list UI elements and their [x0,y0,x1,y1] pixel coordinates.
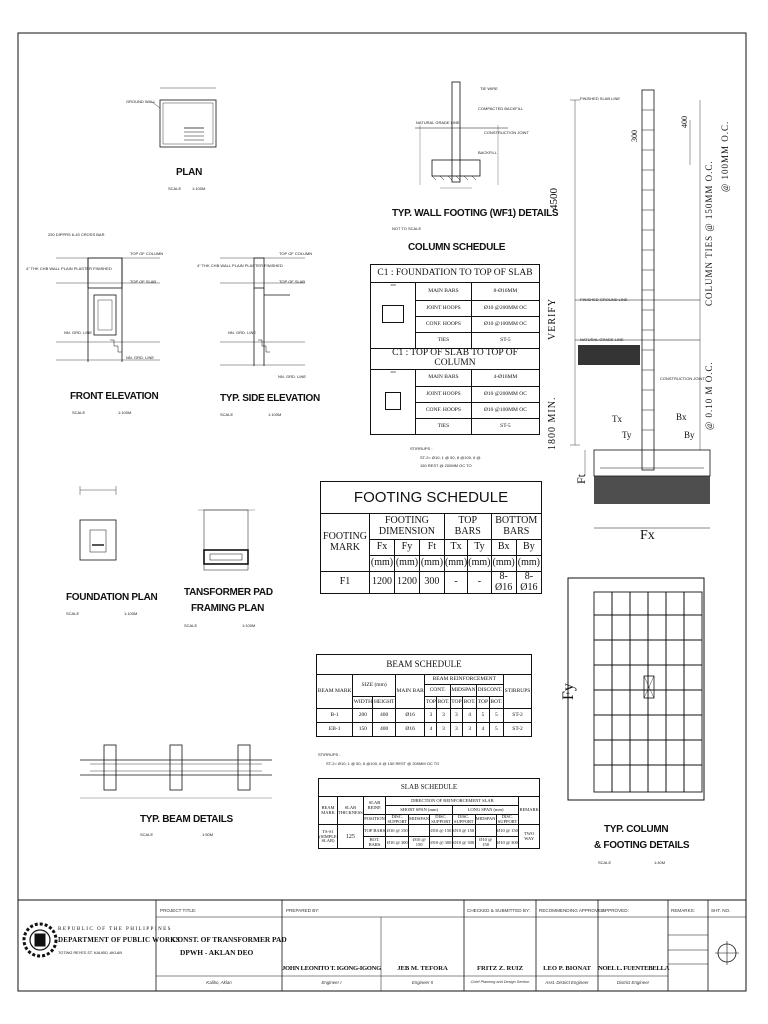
person-position: Asst. District Engineer [545,980,589,985]
slab-cell: Ø10 @ 300 [452,837,475,849]
column-detail-drawing [570,90,710,528]
beam-cell: 3 [425,709,437,723]
beam-details-scale: SCALE [140,832,154,837]
beam-cell: ST-2 [504,723,532,737]
beam-cell: 200 [353,709,373,723]
col-row-label: MAIN BARS [416,369,472,386]
unit-cell: (mm) [394,556,419,572]
side-elevation-title: TYP. SIDE ELEVATION [220,393,320,404]
side-elev-ratio: 1:100M [268,412,282,417]
dim-verify: VERIFY [547,297,558,340]
sub-header: Bx [491,540,516,556]
beam-cell: EB-1 [317,723,353,737]
unit-cell: (mm) [444,556,467,572]
project-title-label: PROJECT TITLE: [160,908,197,913]
sub-header: Tx [444,540,467,556]
slab-thickness-header: SLAB THICKNESS [338,797,364,825]
column-stirrups-line1: ST-2= Ø10; 1 @ 50, 8 @100, 6 @ [420,455,481,460]
slab-cell [409,825,430,837]
slab-cell: Ø10 @ 300 [496,837,519,849]
person-name: NOEL L. FUENTEBELLA [598,965,670,972]
plan-wall-label: GROUND WALL [126,99,156,104]
column-schedule-header-2: C1 : TOP OF SLAB TO TOP OF COLUMN [371,349,540,370]
wall-footing-label-5: BACKFILL [478,150,497,155]
approved-label: APPROVED: [602,908,629,913]
beam-stirrups-label: STIRRUPS : [318,752,341,757]
natural-grade-line: NATURAL GRADE LINE [580,337,624,342]
person-position: Engineer I [321,980,342,985]
side-elevation-drawing [220,258,305,366]
column-ties-label-2: @ 100MM O.C. [720,120,730,192]
slab-mark-header: BEAM MARK [319,797,338,825]
column-section-1-box [382,305,404,323]
unit-cell: (mm) [491,556,516,572]
beam-top-header: TOP [425,697,437,709]
person-position: District Engineer [616,980,650,985]
slab-cell: Ø10 @ 300 [430,837,453,849]
beam-schedule-table [316,654,532,737]
col-row-value: ST-5 [471,333,539,349]
unit-cell: (mm) [516,556,541,572]
beam-cell: 3 [437,709,451,723]
slab-cell: Ø10 @ 300 [386,837,409,849]
col-row-value: Ø10 @200MM OC [471,301,539,317]
col-row-value: Ø10 @100MM OC [471,317,539,333]
col-row-value: Ø10 @100MM OC [471,402,539,418]
beam-cell: Ø16 [395,709,425,723]
person-name: JEB M. TEFORA [397,965,448,972]
front-elevation-drawing [56,258,160,362]
footing-cell: 1200 [370,572,395,594]
slab-remark-cell: TWO WAY [519,825,540,849]
wall-footing-label-4: TIE WIRE [480,86,498,91]
finished-slab-line: FINISHED SLAB LINE [580,96,621,101]
slab-col-header: DISC. SUPPORT [453,814,474,824]
column-schedule-header-1: C1 : FOUNDATION TO TOP OF SLAB [371,265,540,283]
agency-line2: DEPARTMENT OF PUBLIC WORKS [58,936,180,944]
framing-plan-title1: TANSFORMER PAD [184,587,273,598]
checked-label: CHECKED & SUBMITTED BY: [467,908,531,913]
footing-cell: 8-Ø16 [491,572,516,594]
column-section-1 [371,283,416,349]
footing-cell: 1200 [394,572,419,594]
column-footing-scale: SCALE [598,860,612,865]
slab-thickness-cell: 125 [338,825,364,849]
beam-cell: Ø16 [395,723,425,737]
beam-stirrups-line: ST-2= Ø10; 1 @ 50, 6 @100, 6 @ 150 REST @ 200MM OC TO [326,761,440,766]
footing-mark-header: FOOTING MARK [321,514,370,572]
column-ties-label-3: @ 0.10 M O.C. [704,361,714,430]
beam-cell: 5 [489,723,503,737]
beam-details-drawing [80,745,272,798]
column-stirrups-line2: 150 REST @ 200MM OC TO [420,463,472,468]
footing-cell: 8-Ø16 [516,572,541,594]
foundation-plan-scale: SCALE [66,611,80,616]
side-elev-top-slab: TOP OF SLAB [279,279,306,284]
column-footing-title1: TYP. COLUMN [604,824,669,835]
beam-cell: 4 [463,709,477,723]
dim-4500: 4500 [548,188,560,210]
beam-cell: B-1 [317,709,353,723]
col-row-label: CONF. HOOPS [416,402,472,418]
label-by: By [684,430,695,440]
sub-header: By [516,540,541,556]
foundation-plan-title: FOUNDATION PLAN [66,592,158,603]
column-footing-ratio: 1:40M [654,860,666,865]
title-block-lines [18,900,746,991]
plan-scale: SCALE [168,186,182,191]
prepared-by-label: PREPARED BY: [286,908,320,913]
beam-bot-header: BOT. [463,697,477,709]
beam-top-header: TOP [450,697,462,709]
project-location: Kalibo, Aklan [206,980,232,985]
wall-footing-label-1: NATURAL GRADE LINE [416,120,460,125]
top-bars-header: TOP BARS [444,514,491,540]
framing-plan-drawing [198,510,255,570]
beam-details-title: TYP. BEAM DETAILS [140,814,233,825]
side-elev-note1: 4" THK CHB WALL PLAIN PLASTER FINISHED [197,263,283,268]
slab-position-header: POSITION [363,815,386,825]
slab-schedule-table [318,778,540,849]
beam-mid-header: MIDSPAN [450,685,476,697]
beam-reinf-header: BEAM REINFORCEMENT [425,675,504,685]
person-position: Chief Planning and Design Section [470,980,530,984]
beam-schedule-title: BEAM SCHEDULE [317,655,532,675]
col-row-label: JOINT HOOPS [416,386,472,402]
beam-cell: 3 [450,709,462,723]
front-elev-scale: SCALE [72,410,86,415]
front-elev-note1: 250 DIPPRS 6-40 CROSS BAR [48,232,105,237]
beam-cell: 400 [373,709,395,723]
beam-stirrups-header: STIRRUPS [504,675,532,709]
beam-bot-header: BOT. [437,697,451,709]
dim-300: 300 [630,130,639,142]
unit-cell: (mm) [370,556,395,572]
beam-top-header: TOP [477,697,490,709]
person-name: FRITZ Z. RUIZ [477,965,523,972]
column-section-2 [371,369,416,434]
slab-short-header: SHORT SPAN (mm) [386,806,453,815]
column-schedule-table [370,264,540,435]
slab-cell: BOT. BARS [363,837,386,849]
beam-cell: 4 [425,723,437,737]
beam-cell: 5 [489,709,503,723]
beam-size-header: SIZE (mm) [353,675,396,697]
front-elev-ngl2: NN. GRD. LINE [126,355,155,360]
slab-cell: Ø10 @ 150 [475,837,496,849]
slab-long-header: LONG SPAN (mm) [452,806,519,815]
slab-cell: Ø10 @ 150 [452,825,475,837]
slab-col-header: DISC. SUPPORT [431,814,451,824]
beam-width-header: WIDTH [353,697,373,709]
plan-title: PLAN [176,167,203,178]
person-position: Engineer II [411,980,434,985]
slab-cell: TOP BARS [363,825,386,837]
footing-cell: - [444,572,467,594]
front-elev-ngl: NN. GRD. LINE [64,330,93,335]
bottom-bars-header: BOTTOM BARS [491,514,541,540]
slab-remark-header: REMARK [519,797,540,825]
slab-cell: Ø10 @ 150 [386,825,409,837]
col-row-label: MAIN BARS [416,283,472,301]
slab-cell: Ø10 @ 150 [409,837,430,849]
slab-col-header: MIDSPAN [409,815,430,825]
front-elev-note2: 4" THK CHB WALL PLAIN PLASTER FINISHED [26,266,112,271]
slab-col-header: MIDSPAN [475,815,496,825]
beam-cell: 400 [373,723,395,737]
beam-cont-header: CONT. [425,685,450,697]
dim-400: 400 [680,116,689,128]
framing-plan-ratio: 1:100M [242,623,256,628]
foundation-plan-drawing [80,486,116,560]
slab-schedule-title: SLAB SCHEDULE [319,779,540,797]
remarks-label: REMARKS: [671,908,695,913]
slab-col-header: DISC. SUPPORT [497,814,518,824]
beam-cell: 3 [450,723,462,737]
beam-cell: 5 [477,709,490,723]
unit-cell: (mm) [468,556,491,572]
slab-direction-header: DIRECTION OF REINFORCEMENT SLAB [386,797,519,806]
slab-cell [475,825,496,837]
wall-footing-label-3: CONSTRUCTION JOINT [484,130,529,135]
column-footing-title2: & FOOTING DETAILS [594,840,690,851]
dim-1800: 1800 MIN. [547,396,558,450]
beam-details-ratio: 1:50M [202,832,214,837]
sub-header: Ty [468,540,491,556]
slab-reinf-header: SLAB REINF. [363,797,386,815]
beam-cell: 3 [463,723,477,737]
framing-plan-scale: SCALE [184,623,198,628]
sub-header: Ft [419,540,444,556]
footing-cell: 300 [419,572,444,594]
col-row-label: CONF. HOOPS [416,317,472,333]
footing-cell: - [468,572,491,594]
beam-cell: 150 [353,723,373,737]
side-elev-scale: SCALE [220,412,234,417]
label-ty: Ty [622,430,632,440]
label-bx: Bx [676,412,687,422]
agency-line1: REPUBLIC OF THE PHILIPPINES [58,926,172,932]
column-schedule-title: COLUMN SCHEDULE [408,242,506,253]
slab-cell: Ø10 @ 150 [430,825,453,837]
plan-ratio: 1:100M [192,186,206,191]
dim-ft: Ft [574,473,588,484]
sub-header: Fy [394,540,419,556]
side-elev-ngl2: NN. GRD. LINE [278,374,307,379]
footing-schedule-title: FOOTING SCHEDULE [321,482,542,514]
slab-mark-cell: TS-S1 (SIMPLE SLAB) [319,825,338,849]
dim-fy: Fy [560,683,577,700]
col-row-label: JOINT HOOPS [416,301,472,317]
front-elevation-title: FRONT ELEVATION [70,391,159,402]
wall-footing-drawing [415,82,508,188]
beam-discont-header: DISCONT. [477,685,504,697]
person-name: LEO P. BIONAT [543,965,591,972]
front-elev-ratio: 1:100M [118,410,132,415]
footing-cell: F1 [321,572,370,594]
front-elev-top-slab: TOP OF SLAB [130,279,157,284]
col-row-label: TIES [416,333,472,349]
dpwh-seal [24,924,56,956]
beam-mark-header: BEAM MARK [317,675,353,709]
finished-ground-line: FINISHED GROUND LINE [580,297,628,302]
slab-col-header: DISC. SUPPORT [387,814,407,824]
beam-height-header: HEIGHT [373,697,395,709]
slab-cell: Ø10 @ 150 [496,825,519,837]
front-elev-top-column: TOP OF COLUMN [130,251,164,256]
wall-footing-title: TYP. WALL FOOTING (WF1) DETAILS [392,208,559,219]
sub-header: Fx [370,540,395,556]
column-stirrups-label: STIRRUPS : [410,446,433,451]
beam-main-header: MAIN BAR [395,675,425,709]
agency-address: TOTING REYES ST. KALIBO, AKLAN [58,951,123,955]
side-elev-ngl: NN. GRD. LINE [228,330,257,335]
beam-bot-header: BOT. [489,697,503,709]
foundation-plan-ratio: 1:100M [124,611,138,616]
footing-plan-grid [568,578,704,800]
wall-footing-label-2: COMPACTED BACKFILL [478,106,524,111]
col-row-value: ST-5 [471,418,539,434]
column-section-2-box [385,392,401,410]
label-tx: Tx [612,414,622,424]
project-title-1: CONST. OF TRANSFORMER PAD [172,935,287,944]
side-elev-top-column: TOP OF COLUMN [279,251,313,256]
col-row-value: 4-Ø16MM [471,369,539,386]
project-title-2: DPWH - AKLAN DEO [180,948,254,957]
framing-plan-title2: FRAMING PLAN [191,603,265,614]
footing-schedule-table [320,481,542,594]
col-row-value: Ø10 @200MM OC [471,386,539,402]
beam-cell: ST-2 [504,709,532,723]
column-ties-label: COLUMN TIES @ 150MM O.C. [704,160,714,306]
construction-joint: CONSTRUCTION JOINT [660,376,705,381]
col-row-value: 8-Ø16MM [471,283,539,301]
unit-cell: (mm) [419,556,444,572]
recommending-label: RECOMMENDING APPROVED: [539,908,606,913]
col-row-label: TIES [416,418,472,434]
column-section-1-dim: 200 [390,283,396,287]
footing-dimension-header: FOOTING DIMENSION [370,514,445,540]
dim-fx: Fx [640,528,655,543]
sheet-no-label: SHT. NO. [711,908,731,913]
beam-cell: 4 [477,723,490,737]
column-section-2-dim: 200 [390,369,396,374]
wall-footing-scale: NOT TO SCALE [392,226,422,231]
person-name: JOHN LEONITO T. IGONG-IGONG [282,965,381,972]
plan-drawing [152,88,216,147]
beam-cell: 3 [437,723,451,737]
